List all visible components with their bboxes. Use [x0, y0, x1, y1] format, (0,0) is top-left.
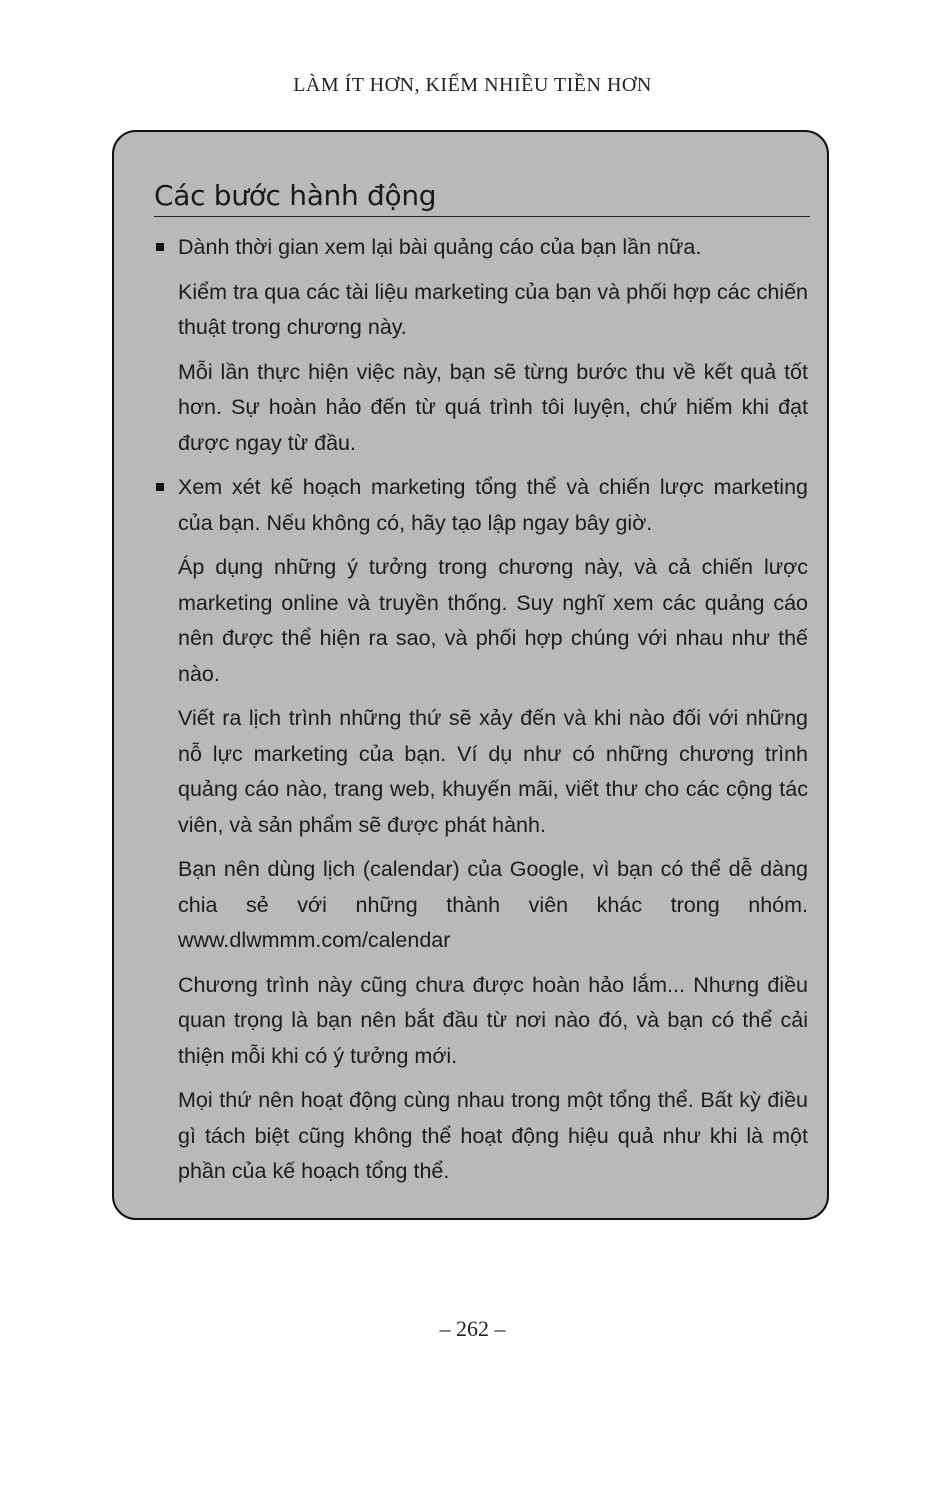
body-paragraph: [178, 1083, 808, 1190]
paragraph-text: Xem xét kế hoạch marketing tổng thể và chiến lược marketing của bạn. Nếu không có, hãy tạo lập ngay bây giờ.: [178, 475, 808, 535]
body-paragraph: [178, 355, 808, 462]
body-paragraph: [178, 275, 808, 346]
bullet-item: [178, 230, 808, 266]
paragraph-text: Dành thời gian xem lại bài quảng cáo của bạn lần nữa.: [178, 235, 702, 259]
body-paragraph: [178, 550, 808, 692]
box-content: [178, 230, 808, 1199]
action-steps-box: [112, 130, 829, 1220]
paragraph-text: Chương trình này cũng chưa được hoàn hảo lắm... Nhưng điều quan trọng là bạn nên bắt đầu từ nơi nào đó, và bạn có thể cải thiện mỗi khi có ý tưởng mới.: [178, 972, 808, 1068]
body-paragraph: [178, 852, 808, 959]
square-bullet-icon: [156, 483, 164, 491]
paragraph-text: Mọi thứ nên hoạt động cùng nhau trong một tổng thể. Bất kỳ điều gì tách biệt cũng không thể hoạt động hiệu quả như khi là một phần của kế hoạch tổng thể.: [178, 1088, 808, 1183]
box-title: Các bước hành động: [154, 176, 810, 217]
body-paragraph: [178, 701, 808, 843]
paragraph-text: Áp dụng những ý tưởng trong chương này, và cả chiến lược marketing online và truyền thống. Suy nghĩ xem các quảng cáo nên được thể hiện ra sao, và phối hợp chúng với nhau như thế nào.: [178, 555, 808, 686]
paragraph-text: Mỗi lần thực hiện việc này, bạn sẽ từng bước thu về kết quả tốt hơn. Sự hoàn hảo đến từ quá trình tôi luyện, chứ hiếm khi đạt được ngay từ đầu.: [178, 359, 808, 455]
square-bullet-icon: [156, 243, 164, 251]
body-paragraph: [178, 968, 808, 1075]
page-number: – 262 –: [439, 1316, 506, 1341]
paragraph-text: Kiểm tra qua các tài liệu marketing của bạn và phối hợp các chiến thuật trong chương này.: [178, 279, 808, 339]
paragraph-text: Bạn nên dùng lịch (calendar) của Google, vì bạn có thể dễ dàng chia sẻ với những thành viên khác trong nhóm. www.dlwmmm.com/calendar: [178, 857, 808, 952]
running-header: LÀM ÍT HƠN, KIẾM NHIỀU TIỀN HƠN: [293, 74, 652, 96]
bullet-item: [178, 470, 808, 541]
paragraph-text: Viết ra lịch trình những thứ sẽ xảy đến và khi nào đối với những nỗ lực marketing của bạn. Ví dụ như có những chương trình quảng cáo nào, trang web, khuyến mãi, viết thư cho các cộng tác viên, và sản phẩm sẽ được phát hành.: [178, 706, 808, 837]
